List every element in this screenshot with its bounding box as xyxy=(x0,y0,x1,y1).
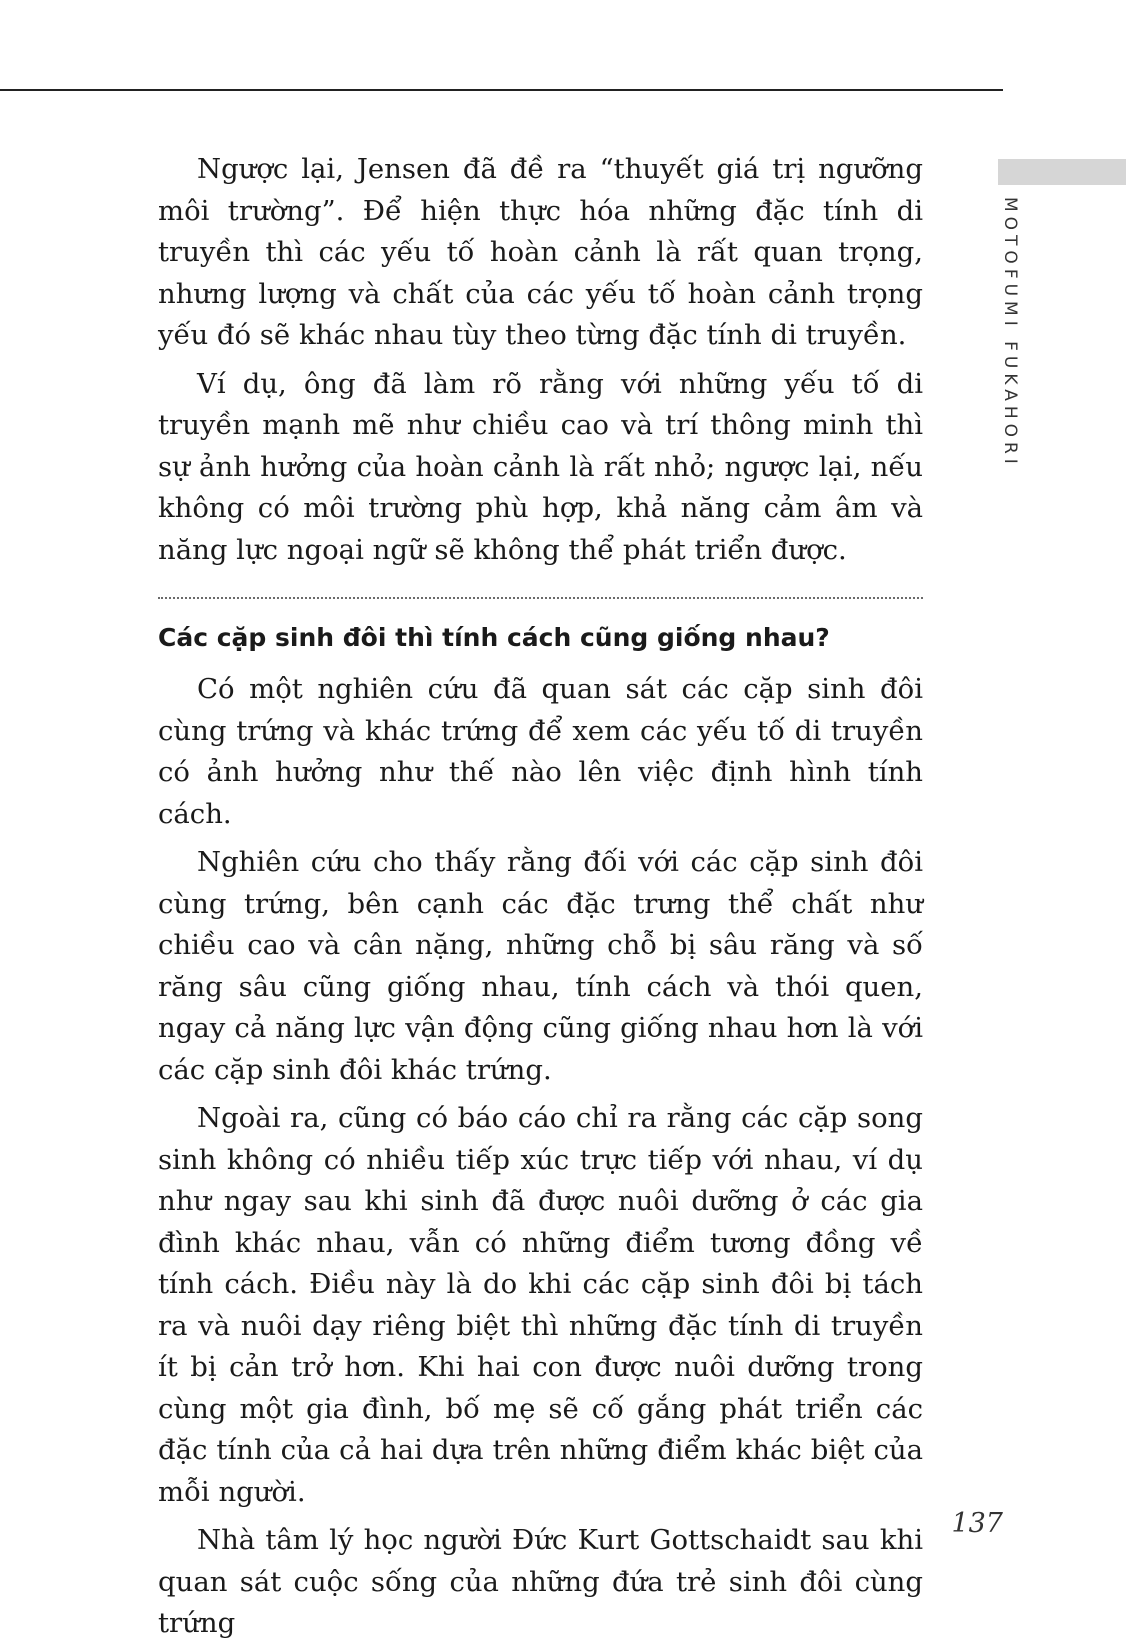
paragraph: Có một nghiên cứu đã quan sát các cặp sinh đôi cùng trứng và khác trứng để xem các yếu tố di truyền có ảnh hưởng như thế nào lên việc định hình tính cách. xyxy=(158,673,923,830)
running-author: MOTOFUMI FUKAHORI xyxy=(1000,197,1020,469)
section-heading: Các cặp sinh đôi thì tính cách cũng giống nhau? xyxy=(158,623,830,652)
paragraph: Nhà tâm lý học người Đức Kurt Gottschaidt sau khi quan sát cuộc sống của những đứa trẻ sinh đôi cùng trứng xyxy=(158,1524,923,1639)
page-number: 137 xyxy=(951,1508,1003,1539)
section-divider xyxy=(158,597,923,599)
side-tab-marker xyxy=(998,159,1126,185)
section-text xyxy=(158,669,923,1645)
paragraph: Ngược lại, Jensen đã đề ra “thuyết giá trị ngưỡng môi trường”. Để hiện thực hóa những đặc tính di truyền thì các yếu tố hoàn cảnh là rất quan trọng, nhưng lượng và chất của các yếu tố hoàn cảnh trọng yếu đó sẽ khác nhau tùy theo từng đặc tính di truyền. xyxy=(158,153,923,351)
paragraph: Nghiên cứu cho thấy rằng đối với các cặp sinh đôi cùng trứng, bên cạnh các đặc trưng thể chất như chiều cao và cân nặng, những chỗ bị sâu răng và số răng sâu cũng giống nhau, tính cách và thói quen, ngay cả năng lực vận động cũng giống nhau hơn là với các cặp sinh đôi khác trứng. xyxy=(158,846,923,1086)
intro-text xyxy=(158,149,923,571)
paragraph: Ngoài ra, cũng có báo cáo chỉ ra rằng các cặp song sinh không có nhiều tiếp xúc trực tiếp với nhau, ví dụ như ngay sau khi sinh đã được nuôi dưỡng ở các gia đình khác nhau, vẫn có những điểm tương đồng về tính cách. Điều này là do khi các cặp sinh đôi bị tách ra và nuôi dạy riêng biệt thì những đặc tính di truyền ít bị cản trở hơn. Khi hai con được nuôi dưỡng trong cùng một gia đình, bố mẹ sẽ cố gắng phát triển các đặc tính của cả hai dựa trên những điểm khác biệt của mỗi người. xyxy=(158,1102,923,1508)
header-rule xyxy=(0,89,1003,91)
paragraph: Ví dụ, ông đã làm rõ rằng với những yếu tố di truyền mạnh mẽ như chiều cao và trí thông minh thì sự ảnh hưởng của hoàn cảnh là rất nhỏ; ngược lại, nếu không có môi trường phù hợp, khả năng cảm âm và năng lực ngoại ngữ sẽ không thể phát triển được. xyxy=(158,367,923,566)
